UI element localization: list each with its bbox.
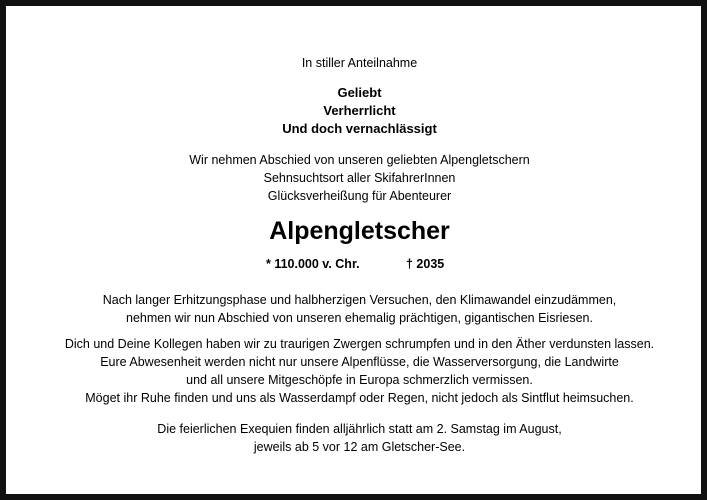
paragraph-line: und all unsere Mitgeschöpfe in Europa schmerzlich vermissen. (186, 373, 533, 387)
tribute-line: Und doch vernachlässigt (282, 121, 437, 136)
death-date: † 2035 (406, 257, 445, 271)
paragraph-line: Die feierlichen Exequien finden alljährlich statt am 2. Samstag im August, (157, 422, 562, 436)
life-dates (6, 257, 707, 275)
birth-date: * 110.000 v. Chr. (266, 257, 360, 271)
paragraph-line: Nach langer Erhitzungsphase und halbherzigen Versuchen, den Klimawandel einzudämmen, (102, 293, 617, 307)
tribute-line: Geliebt (337, 85, 382, 100)
intro-text: In stiller Anteilnahme (301, 56, 418, 70)
paragraph-line: nehmen wir nun Abschied von unseren ehemalig prächtigen, gigantischen Eisriesen. (126, 311, 593, 325)
paragraph-line: Möget ihr Ruhe finden und uns als Wasserdampf oder Regen, nicht jedoch als Sintflut heimsuchen. (85, 391, 634, 405)
farewell-line: Glücksverheißung für Abenteurer (267, 189, 452, 203)
paragraph-line: jeweils ab 5 vor 12 am Gletscher-See. (253, 440, 466, 454)
tribute-line: Verherrlicht (323, 103, 396, 118)
paragraph-line: Eure Abwesenheit werden nicht nur unsere Alpenflüsse, die Wasserversorgung, die Landwirte (100, 355, 619, 369)
paragraph-line: Dich und Deine Kollegen haben wir zu traurigen Zwergen schrumpfen und in den Äther verdunsten lassen. (64, 337, 655, 351)
deceased-name: Alpengletscher (269, 217, 450, 245)
farewell-line: Sehnsuchtsort aller SkifahrerInnen (263, 171, 456, 185)
farewell-line: Wir nehmen Abschied von unseren geliebten Alpengletschern (189, 153, 530, 167)
